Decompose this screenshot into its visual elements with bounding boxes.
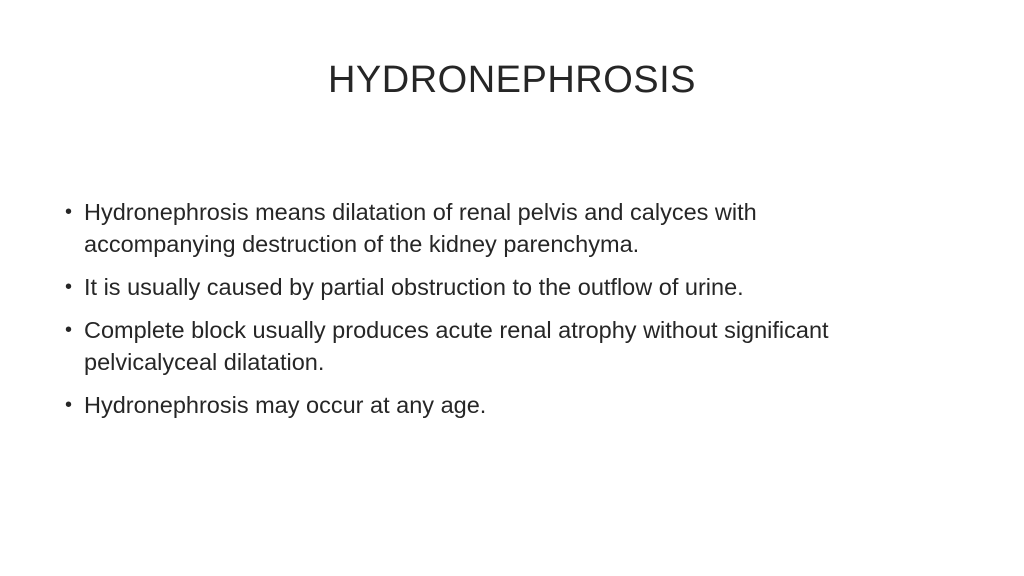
bullet-item	[62, 314, 852, 378]
bullet-dot-icon: •	[65, 201, 73, 223]
bullet-list	[62, 196, 852, 432]
bullet-text: Hydronephrosis means dilatation of renal pelvis and calyces with accompanying destruction of the kidney parenchyma.	[84, 199, 757, 257]
bullet-dot-icon: •	[65, 394, 73, 416]
bullet-item	[62, 389, 852, 421]
bullet-dot-icon: •	[65, 276, 73, 298]
bullet-item	[62, 271, 852, 303]
bullet-text: Complete block usually produces acute renal atrophy without significant pelvicalyceal dilatation.	[84, 317, 829, 375]
bullet-text: Hydronephrosis may occur at any age.	[84, 392, 487, 418]
bullet-dot-icon: •	[65, 319, 73, 341]
slide-title: HYDRONEPHROSIS	[327, 59, 697, 101]
bullet-text: It is usually caused by partial obstruction to the outflow of urine.	[84, 274, 744, 300]
bullet-item	[62, 196, 852, 260]
